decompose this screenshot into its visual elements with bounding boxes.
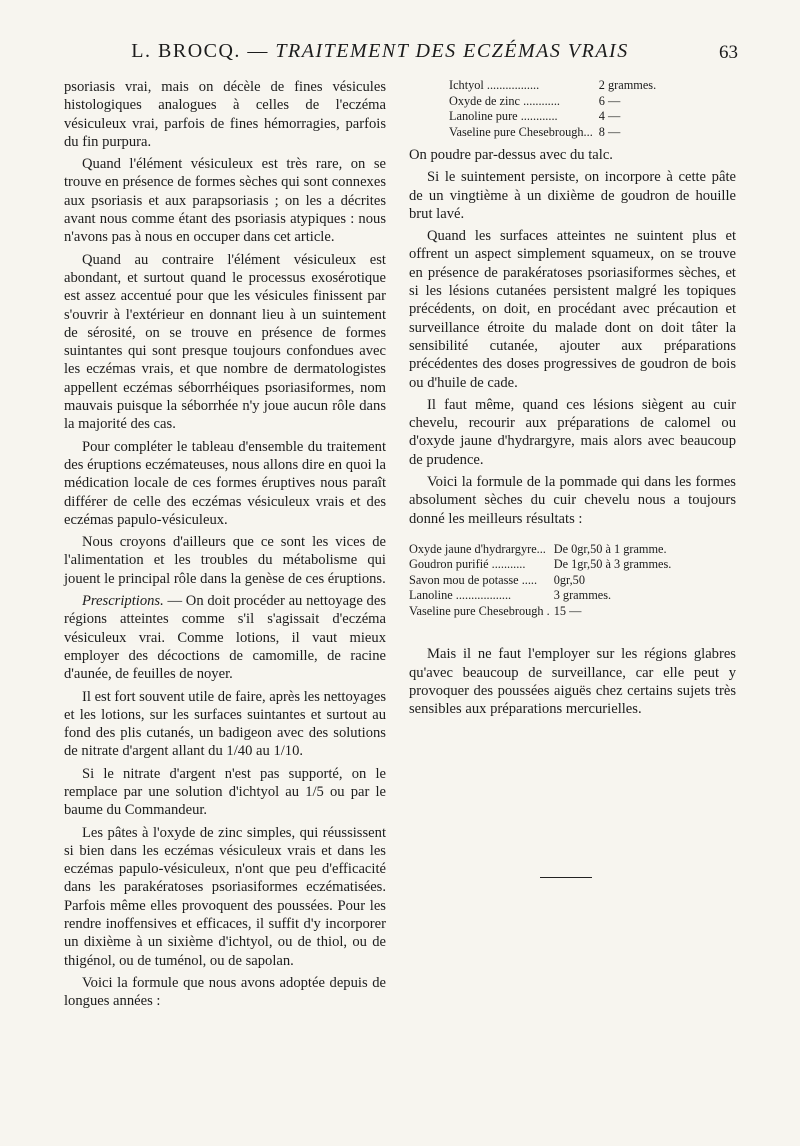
paragraph: psoriasis vrai, mais on décèle de fines vésicules histologiques analogues à celles de l'eczéma vésiculeux vrai, parfois de fines hémorragies, parfois du fin purpura. <box>64 79 386 150</box>
formula-row <box>409 573 671 589</box>
paragraph: Quand au contraire l'élément vésiculeux est abondant, et surtout quand le processus exosérotique est assez accentué pour que les vésicules finissent par s'ouvrir à l'extérieur en donnant lieu à un suintement de sérosité, on se trouve en présence de formes suintantes qui sont presque toujours confondues avec les eczémas vrais, et que nombre de dermatologistes appellent eczémas séborrhéiques psoriasiformes, nom mauvais puisque la séborrhée n'y joue aucun rôle dans la majorité des cas. <box>64 251 386 433</box>
running-head-author: L. BROCQ. <box>131 40 241 62</box>
ingredient-quantity: 0gr,50 <box>553 572 585 587</box>
page-number: 63 <box>719 42 738 63</box>
paragraph: Quand l'élément vésiculeux est très rare, on se trouve en présence de formes sèches qui sont connexes aux psoriasis et aux parapsoriasis ; on les a décrites avant nous comme étant des psoriasis atypiques : nous n'avons pas à nous en occuper dans cet article. <box>64 156 386 246</box>
ingredient-name: Savon mou de potasse ..... <box>409 572 538 587</box>
prescriptions-paragraph <box>64 592 386 683</box>
page-header <box>62 40 738 70</box>
paragraph: Voici la formule que nous avons adoptée depuis de longues années : <box>64 974 386 1010</box>
formula-ichtyol-paste <box>449 78 656 140</box>
formula-row <box>409 588 671 604</box>
ingredient-name: Vaseline pure Chesebrough... <box>449 124 593 139</box>
prescriptions-text: — On doit procéder au nettoyage des régions atteintes comme s'il s'agissait d'eczéma vésiculeux vrai. Comme lotions, il vaut mieux employer des décoctions de camomille, de racine d'aunée, de feuilles de noyer. <box>64 593 386 683</box>
running-head <box>62 40 698 63</box>
ingredient-quantity: De 0gr,50 à 1 gramme. <box>553 541 667 556</box>
ingredient-quantity: De 1gr,50 à 3 grammes. <box>553 557 672 572</box>
ingredient-quantity: 6 — <box>598 93 621 108</box>
paragraph: Il faut même, quand ces lésions siègent au cuir chevelu, recourir aux préparations de calomel ou d'oxyde jaune d'hydrargyre, mais alors avec beaucoup de prudence. <box>409 396 736 468</box>
formula-row <box>449 94 656 110</box>
running-head-title: TRAITEMENT DES ECZÉMAS VRAIS <box>275 40 629 62</box>
running-head-separator: — <box>247 40 269 62</box>
formula-row <box>409 542 671 558</box>
ingredient-quantity: 3 grammes. <box>553 588 612 603</box>
paragraph: Si le nitrate d'argent n'est pas supporté, on le remplace par une solution d'ichtyol au 1/5 ou par le baume du Commandeur. <box>64 765 386 819</box>
ingredient-name: Lanoline .................. <box>409 588 512 603</box>
section-end-rule <box>540 877 592 878</box>
formula-row <box>409 604 671 620</box>
prescriptions-heading: Prescriptions. <box>82 593 164 610</box>
right-column <box>409 78 736 723</box>
paragraph: Il est fort souvent utile de faire, après les nettoyages et les lotions, sur les surfaces suintantes et surtout au fond des plis cutanés, un badigeon avec des solutions de nitrate d'argent allant du 1/40 au 1/10. <box>64 688 386 760</box>
paragraph: Quand les surfaces atteintes ne suintent plus et offrent un aspect simplement squameux, on se trouve en présence de parakératoses psoriasiformes sèches, et si les lésions cutanées persistent malgré les topiques précédents, on doit, en procédant avec précaution et surveillance étroite du malade dont on doit tâter la sensibilité cutanée, ajouter aux préparations précédentes des doses progressives de goudron de bois ou d'huile de cade. <box>409 228 736 391</box>
paragraph: Les pâtes à l'oxyde de zinc simples, qui réussissent si bien dans les eczémas vésiculeux vrais et dans les eczémas papulo-vésiculeux, n'ont que peu d'efficacité dans les parakératoses psoriasiformes eczématisées. Parfois même elles provoquent des poussées. Pour les rendre inoffensives et efficaces, il suffit d'y incorporer un dixième à un sixième d'ichtyol, ou de thiol, ou de thigénol, ou de tuménol, ou de sapolan. <box>64 824 386 969</box>
formula-scalp-ointment <box>409 542 671 620</box>
formula-row <box>449 78 656 94</box>
ingredient-name: Oxyde de zinc ............ <box>449 93 560 108</box>
paragraph: Voici la formule de la pommade qui dans les formes absolument sèches du cuir chevelu nous a toujours donné les meilleurs résultats : <box>409 474 736 527</box>
ingredient-name: Goudron purifié ........... <box>409 557 526 572</box>
ingredient-quantity: 4 — <box>598 109 621 123</box>
paragraph: Nous croyons d'ailleurs que ce sont les vices de l'alimentation et les troubles du métabolisme qui jouent le principal rôle dans la genèse de ces éruptions. <box>64 534 386 587</box>
paragraph: Mais il ne faut l'employer sur les régions glabres qu'avec beaucoup de surveillance, car elle peut y provoquer des poussées aiguës chez certains sujets très sensibles aux préparations mercurielles. <box>409 646 736 718</box>
ingredient-name: Oxyde jaune d'hydrargyre... <box>409 541 546 556</box>
paragraph: Si le suintement persiste, on incorpore à cette pâte de un vingtième à un dixième de goudron de houille brut lavé. <box>409 169 736 222</box>
formula-row <box>409 557 671 573</box>
ingredient-name: Lanoline pure ............ <box>449 109 558 123</box>
left-column <box>64 78 386 1015</box>
paragraph: Pour compléter le tableau d'ensemble du traitement des éruptions eczémateuses, nous allons dire en quoi la médication locale de ces formes éruptives nous paraît différer de celle des eczémas vésiculeux vrais et des eczémas papulo-vésiculeux. <box>64 438 386 528</box>
formula-row <box>449 125 656 141</box>
ingredient-quantity: 8 — <box>598 124 621 139</box>
formula-row <box>449 109 656 125</box>
ingredient-name: Vaseline pure Chesebrough . <box>409 603 550 618</box>
ingredient-name: Ichtyol ................. <box>449 78 540 92</box>
paragraph: On poudre par-dessus avec du talc. <box>409 147 613 163</box>
ingredient-quantity: 2 grammes. <box>598 78 657 92</box>
ingredient-quantity: 15 — <box>553 603 582 618</box>
